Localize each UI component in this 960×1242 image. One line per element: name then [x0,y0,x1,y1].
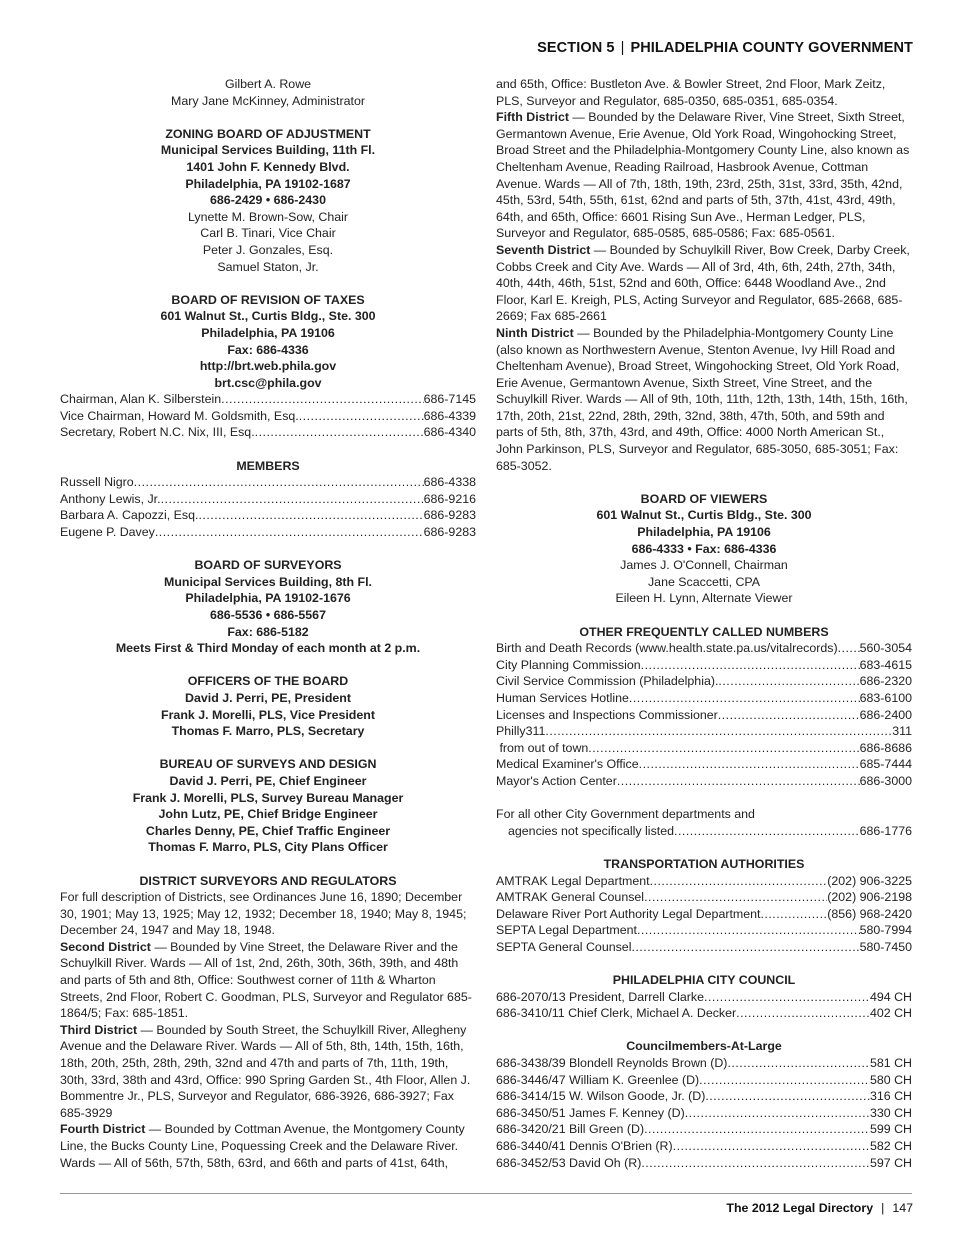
district-heading: DISTRICT SURVEYORS AND REGULATORS [139,873,397,888]
intro-line: Gilbert A. Rowe [224,77,312,91]
revision-website: http://brt.web.phila.gov [199,359,337,374]
third-district: Third District — Bounded by South Street, the Schuylkill River, Allegheny Avenue and the Delaware River. Wards — All of 5th, 8th, 14th, 15th, 16th, 18th, 20th, 25th, 28th, 29th, 32nd and 47th and parts of 7th, 11th, 19th, 30th, 33rd, 38th and 43rd, Office: 990 Spring Garden St., 4th Floor, Allen J. Bommentre Jr., PLS, Surveyor and Regulator, 686-3926, 686-3927; Fax 685-3929 [60,1022,471,1120]
viewers-phone: 686-4333 • Fax: 686-4336 [631,541,777,556]
directory-row: Birth and Death Records (www.health.state.pa.us/vitalrecords) ..... 560-3054 [496,640,912,657]
at-large-heading: Councilmembers-At-Large [626,1039,782,1054]
viewers-address-line: Philadelphia, PA 19106 [637,525,771,540]
directory-row: Vice Chairman, Howard M. Goldsmith, Esq. ..... 686-4339 [60,408,476,425]
members-heading: MEMBERS [236,458,300,473]
zoning-phone: 686-2429 • 686-2430 [210,193,326,208]
district-intro: For full description of Districts, see Ordinances June 16, 1890; December 30, 1901; May 13, 1925; May 12, 1932; December 18, 1940; May 8, 1945; December 24, 1947 and May 18, 1948. [60,890,467,938]
directory-row: Anthony Lewis, Jr. ..... 686-9216 [60,491,476,508]
directory-row: 686-3446/47 William K. Greenlee (D) ..... 580 CH [496,1072,912,1089]
header-separator: | [620,40,625,56]
directory-row: Philly311 ..... 311 [496,723,912,740]
directory-row: AMTRAK Legal Department ..... (202) 906-3225 [496,873,912,890]
surveyors-address-line: Municipal Services Building, 8th Fl. [164,574,372,589]
revision-fax: Fax: 686-4336 [227,342,309,357]
officer-name: David J. Perri, PE, President [185,690,351,705]
directory-row: SEPTA Legal Department ..... 580-7994 [496,922,912,939]
zoning-address-line: Municipal Services Building, 11th Fl. [160,143,376,158]
bureau-member: Frank J. Morelli, PLS, Survey Bureau Manager [132,790,404,805]
zoning-heading: ZONING BOARD OF ADJUSTMENT [165,126,371,141]
page-number: 147 [892,1201,913,1215]
directory-row: Russell Nigro ..... 686-4338 [60,474,476,491]
revision-email: brt.csc@phila.gov [214,375,322,390]
directory-row: agencies not specifically listed ..... 686-1776 [496,823,912,840]
seventh-district: Seventh District — Bounded by Schuylkill River, Bow Creek, Darby Creek, Cobbs Creek and City Ave. Wards — All of 3rd, 4th, 6th, 24th, 27th, 34th, 40th, 44th, 46th, 51st, 52nd and 60th, Office: 6448 Woodland Ave., 2nd Floor, Karl E. Kreigh, PLS, Acting Surveyor and Regulator, 685-2668, 685-2669; Fax 685-2661 [496,242,910,324]
zoning-address-line: 1401 John F. Kennedy Blvd. [186,159,350,174]
directory-row: 686-3452/53 David Oh (R) ..... 597 CH [496,1155,912,1172]
bureau-member: David J. Perri, PE, Chief Engineer [169,773,367,788]
directory-row: Chairman, Alan K. Silberstein ..... 686-7145 [60,391,476,408]
directory-row: SEPTA General Counsel ..... 580-7450 [496,939,912,956]
transport-heading: TRANSPORTATION AUTHORITIES [603,856,805,871]
directory-row: Human Services Hotline ..... 683-6100 [496,690,912,707]
surveyors-heading: BOARD OF SURVEYORS [194,558,342,573]
fifth-district: Fifth District — Bounded by the Delaware River, Vine Street, Sixth Street, Germantown Avenue, Erie Avenue, Old York Road, Wingohocking Street, Broad Street and the Philadelphia-Montgomery County Line, also known as Cheltenham Avenue, Reading Railroad, Hasbrook Avenue, Cottman Avenue. Wards — All of 7th, 18th, 19th, 23rd, 25th, 31st, 33rd, 35th, 42nd, 45th, 53rd, 54th, 55th, 61st, 62nd and parts of 5th, 37th, 41st, 43rd, 49th, 64th, and 65th, Office: 6601 Rising Sun Ave., Herman Ledger, PLS, Surveyor and Regulator, 685-0585, 685-0586; Fax: 685-0561. [496,110,910,241]
surveyors-phone: 686-5536 • 686-5567 [210,608,326,622]
viewer-person: Jane Scaccetti, CPA [647,574,761,589]
section-title: PHILADELPHIA COUNTY GOVERNMENT [630,40,913,56]
intro-line: Mary Jane McKinney, Administrator [171,93,365,108]
zoning-person: Peter J. Gonzales, Esq. [202,242,334,257]
ninth-district: Ninth District — Bounded by the Philadelphia-Montgomery County Line (also known as Northwestern Avenue, Stenton Avenue, Ivy Hill Road and Cheltenham Avenue), Broad Street, Wingohocking Street, Old York Road, Erie Avenue, Germantown Avenue, Sixth Street, Vine Street, and the Schuylkill River. Wards — All of 9th, 10th, 11th, 12th, 13th, 14th, 15th, 16th, 17th, 20th, 21st, 22nd, 28th, 29th, 32nd, 38th, 47th, 50th, and 59th and parts of 5th, 8th, 37th, 43rd, and 49th, Office: 4000 North American St., John Parkinson, PLS, Surveyor and Regulator, 685-3050, 685-3051; Fax: 685-3052. [496,325,908,473]
directory-row: 686-2070/13 President, Darrell Clarke ..... 494 CH [496,989,912,1006]
officer-name: Frank J. Morelli, PLS, Vice President [161,707,375,722]
section-header [537,40,913,56]
directory-row: Medical Examiner's Office ..... 685-7444 [496,756,912,773]
directory-row: 686-3420/21 Bill Green (D) ..... 599 CH [496,1121,912,1138]
section-number: SECTION 5 [537,40,615,56]
directory-row: 686-3438/39 Blondell Reynolds Brown (D) ..... 581 CH [496,1055,912,1072]
directory-row: Eugene P. Davey ..... 686-9283 [60,524,476,541]
zoning-person: Samuel Staton, Jr. [217,259,319,274]
directory-row: Civil Service Commission (Philadelphia). ..... 686-2320 [496,673,912,690]
footer-title: The 2012 Legal Directory [726,1201,874,1215]
viewers-heading: BOARD OF VIEWERS [640,491,768,506]
directory-row: Secretary, Robert N.C. Nix, III, Esq. ..... 686-4340 [60,424,476,441]
bureau-member: Thomas F. Marro, PLS, City Plans Officer [148,840,388,855]
directory-row: 686-3414/15 W. Wilson Goode, Jr. (D) ..... 316 CH [496,1088,912,1105]
directory-row: Licenses and Inspections Commissioner ..... 686-2400 [496,707,912,724]
footer-separator: | [881,1201,885,1215]
zoning-person: Carl B. Tinari, Vice Chair [200,226,336,241]
council-heading: PHILADELPHIA CITY COUNCIL [612,973,796,988]
left-column [60,76,476,1171]
directory-row: 686-3440/41 Dennis O'Brien (R) ..... 582 CH [496,1138,912,1155]
bureau-heading: BUREAU OF SURVEYS AND DESIGN [159,757,377,772]
directory-row: Mayor's Action Center ..... 686-3000 [496,773,912,790]
directory-row: from out of town ..... 686-8686 [496,740,912,757]
bureau-member: John Lutz, PE, Chief Bridge Engineer [158,807,378,822]
page-footer [726,1201,913,1215]
directory-row: Delaware River Port Authority Legal Department ..... (856) 968-2420 [496,906,912,923]
surveyors-meeting: Meets First & Third Monday of each month at 2 p.m. [115,641,421,656]
directory-row: City Planning Commission ..... 683-4615 [496,657,912,674]
officers-heading: OFFICERS OF THE BOARD [187,674,349,689]
revision-address-line: 601 Walnut St., Curtis Bldg., Ste. 300 [160,309,376,324]
surveyors-address-line: Philadelphia, PA 19102-1676 [185,591,351,606]
second-district: Second District — Bounded by Vine Street, the Delaware River and the Schuylkill River. Wards — All of 1st, 2nd, 26th, 30th, 36th, 39th, and 48th and parts of 5th and 8th, Office: Southwest corner of 11th & Wharton Streets, 2nd Floor, Robert C. Goodman, PLS, Surveyor and Regulator 685-1864/5; Fax: 685-1851. [60,939,472,1021]
zoning-person: Lynette M. Brown-Sow, Chair [188,209,348,224]
fourth-district: Fourth District — Bounded by Cottman Avenue, the Montgomery County Line, the Bucks County Line, Poquessing Creek and the Delaware River. Wards — All of 56th, 57th, 58th, 63rd, and 66th and parts of 41st, 64th, [60,1122,465,1170]
viewers-address-line: 601 Walnut St., Curtis Bldg., Ste. 300 [596,508,812,523]
officer-name: Thomas F. Marro, PLS, Secretary [171,724,365,739]
revision-heading: BOARD OF REVISION OF TAXES [171,292,365,307]
viewer-person: James J. O'Connell, Chairman [620,558,788,573]
other-numbers-heading: OTHER FREQUENTLY CALLED NUMBERS [579,624,829,639]
revision-address-line: Philadelphia, PA 19106 [201,325,335,340]
footer-divider [60,1193,912,1194]
all-other-line: For all other City Government departments and [496,807,755,822]
bureau-member: Charles Denny, PE, Chief Traffic Engineer [145,823,391,838]
directory-row: 686-3410/11 Chief Clerk, Michael A. Decker ..... 402 CH [496,1005,912,1022]
fourth-district-continued: and 65th, Office: Bustleton Ave. & Bowler Street, 2nd Floor, Mark Zeitz, PLS, Surveyor and Regulator, 685-0350, 685-0351, 685-0354. [496,77,886,108]
directory-row: AMTRAK General Counsel ..... (202) 906-2198 [496,889,912,906]
right-column [496,76,912,1171]
directory-row: 686-3450/51 James F. Kenney (D) ..... 330 CH [496,1105,912,1122]
viewer-person: Eileen H. Lynn, Alternate Viewer [615,591,793,606]
surveyors-fax: Fax: 686-5182 [227,624,309,639]
directory-row: Barbara A. Capozzi, Esq. ..... 686-9283 [60,507,476,524]
zoning-address-line: Philadelphia, PA 19102-1687 [185,176,351,191]
